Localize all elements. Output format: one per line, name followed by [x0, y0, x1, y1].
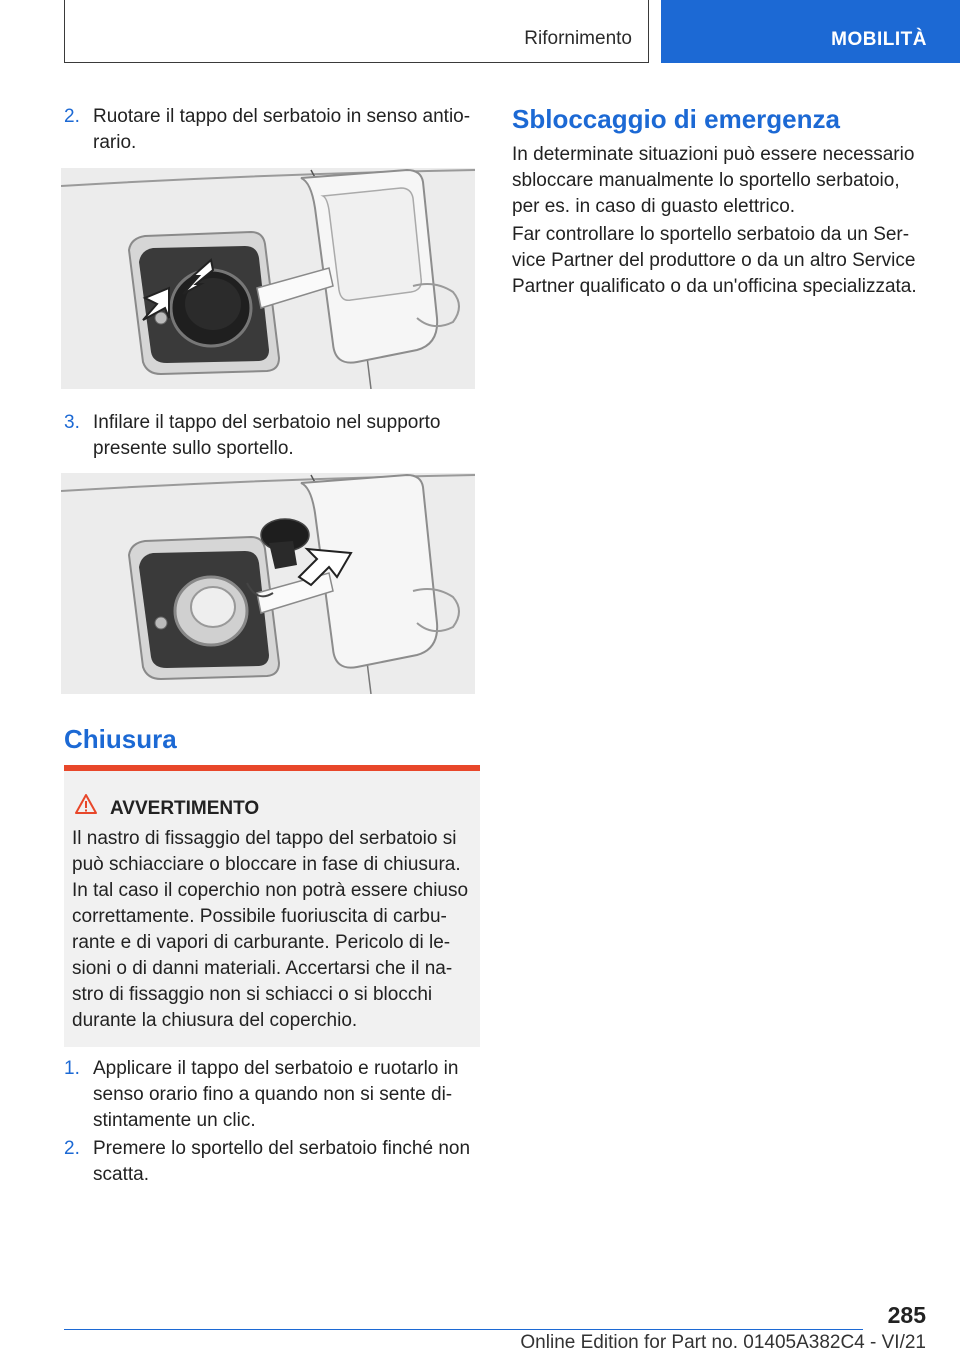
edition-footer: Online Edition for Part no. 01405A382C4 - VI/21: [520, 1332, 926, 1353]
fuel-cap-rotate-illustration: [61, 168, 475, 389]
page-number: 285: [887, 1302, 926, 1328]
footer-divider: [64, 1329, 863, 1330]
step-text: Premere lo sportello del serbatoio finché non scatta.: [93, 1138, 471, 1185]
step-number: 1.: [64, 1058, 80, 1079]
step-number: 2.: [64, 1138, 80, 1159]
closing-heading: Chiusura: [64, 724, 177, 754]
paragraph: Far controllare lo sportello serbatoio da un Ser‐ vice Partner del produttore o da un altro Service Partner qualificato o da un'officina specializzata.: [512, 224, 917, 297]
warning-box: [64, 765, 480, 1047]
header-chapter-tab: [661, 0, 960, 63]
warning-title: AVVERTIMENTO: [110, 798, 260, 819]
section-title: Rifornimento: [524, 28, 632, 49]
step-text: Infilare il tappo del serbatoio nel supporto presente sullo sportello.: [93, 412, 441, 459]
fuel-cap-holder-illustration: [61, 473, 475, 694]
chapter-title: MOBILITÀ: [831, 29, 927, 50]
header-section-tab: [64, 0, 649, 63]
step-number: 2.: [64, 106, 80, 127]
step-text: Applicare il tappo del serbatoio e ruotarlo in senso orario fino a quando non si sente di‐ stintamente un clic.: [93, 1058, 459, 1131]
warning-text: Il nastro di fissaggio del tappo del serbatoio si può schiacciare o bloccare in fase di chiusura. In tal caso il coperchio non potrà essere chiuso correttamente. Possibile fuoriuscita di carbu‐ rante e di vapori di carburante. Pericolo di le‐ sioni o di danni materiali. Accertarsi che il na‐ stro di fissaggio non si schiacci o si blocchi durante la chiusura del coperchio.: [72, 828, 469, 1031]
step-number: 3.: [64, 412, 80, 433]
emergency-unlock-heading: Sbloccaggio di emergenza: [512, 104, 840, 134]
warning-triangle-icon: [74, 793, 98, 815]
step-text: Ruotare il tappo del serbatoio in senso antio‐ rario.: [93, 106, 471, 153]
paragraph: In determinate situazioni può essere necessario sbloccare manualmente lo sportello serbatoio, per es. in caso di guasto elettrico.: [512, 144, 915, 217]
